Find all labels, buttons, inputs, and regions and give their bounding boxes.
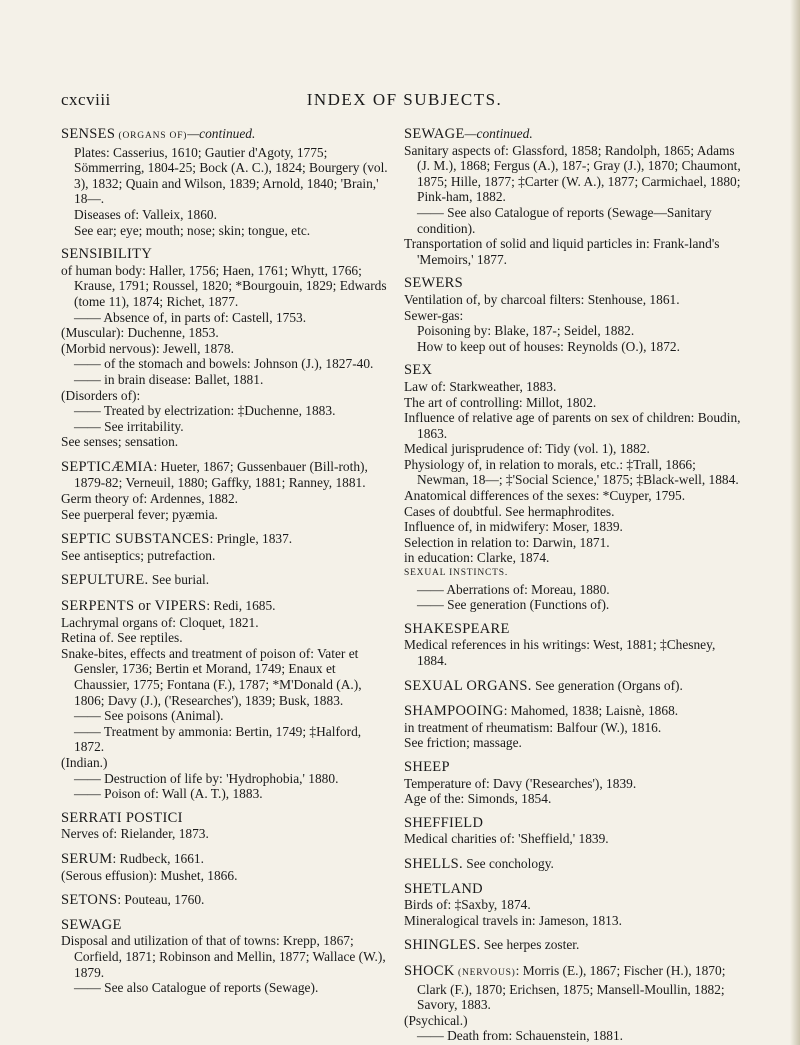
entry-septic-substances: SEPTIC SUBSTANCES: Pringle, 1837. [61,531,293,548]
entry-text: Influence of relative age of parents on sex of children: Boudin, 1863. [404,410,741,441]
entry-text: —— Aberrations of: Moreau, 1880. [417,581,610,597]
entry-text: Disposal and utilization of that of towns: Krepp, 1867; Corfield, 1871; Robinson and Mellin, 1877; Wallace (W.), 1879. [61,933,386,980]
cross-reference: See friction; massage. [404,735,522,751]
entry-text: —— Death from: Schauenstein, 1881. [417,1028,624,1044]
entry-text: Age of the: Simonds, 1854. [404,791,552,807]
entry-text: —— Treatment by ammonia: Bertin, 1749; ‡Halford, 1872. [74,723,362,755]
entry-text: Ventilation of, by charcoal filters: Stenhouse, 1861. [404,291,680,307]
entry-text: (Indian.) [61,754,108,770]
entry-setons: SETONS: Pouteau, 1760. [61,892,205,909]
entry-heading: SHETLAND [404,880,483,897]
entry-text: Nerves of: Rielander, 1873. [61,826,209,842]
entry-text: Retina of. See reptiles. [61,630,183,646]
entry-text: Temperature of: Davy ('Researches'), 1839. [404,775,637,791]
entry-text: Diseases of: Valleix, 1860. [74,206,217,222]
entry-text: Sewer-gas: [404,307,464,323]
left-column [61,126,389,996]
entry-heading: SERRATI POSTICI [61,809,183,826]
entry-sewage-continued: SEWAGE—continued. [404,126,533,142]
entry-text: Mineralogical travels in: Jameson, 1813. [404,912,622,928]
cross-reference: —— See generation (Functions of). [417,597,610,613]
entry-text: in treatment of rheumatism: Balfour (W.), 1816. [404,719,662,735]
cross-reference: —— See also Catalogue of reports (Sewage). [74,980,319,996]
entry-text: Snake-bites, effects and treatment of poison of: Vater et Gensler, 1736; Bertin et Morand, 1749; Enaux et Chaussier, 1775; Fontana (F.), 1787; *M'Donald (A.), 1806; Davy (J.), ('Researches'), 1839; Busk, 1883. [61,645,362,708]
entry-text: Selection in relation to: Darwin, 1871. [404,534,610,550]
entry-text: How to keep out of houses: Reynolds (O.), 1872. [417,338,680,354]
entry-text: —— Poison of: Wall (A. T.), 1883. [74,786,263,802]
entry-text: Anatomical differences of the sexes: *Cuyper, 1795. [404,488,686,504]
entry-text: The art of controlling: Millot, 1802. [404,394,597,410]
entry-shock: SHOCK (NERVOUS): Morris (E.), 1867; Fischer (H.), 1870; Clark (F.), 1870; Erichsen, 1875; Mansell-Moullin, 1882; Savory, 1883. [404,962,726,1013]
entry-text: Influence of, in midwifery: Moser, 1839. [404,519,623,535]
entry-text: —— in brain disease: Ballet, 1881. [74,371,264,387]
cross-reference: See antiseptics; putrefaction. [61,547,216,563]
entry-text: (Serous effusion): Mushet, 1866. [61,867,238,883]
cross-reference: See senses; sensation. [61,434,179,450]
entry-heading: SEWAGE [61,916,122,933]
entry-text: Law of: Starkweather, 1883. [404,378,557,394]
entry-text: Medical jurisprudence of: Tidy (vol. 1), 1882. [404,441,650,457]
entry-subheading: SEXUAL INSTINCTS. [404,568,509,579]
entry-text: Plates: Casserius, 1610; Gautier d'Agoty, 1775; Sömmerring, 1804-25; Bock (A. C.), 1824; Bourgery (vol. 3), 1832; Quain and Wilson, 1839; Arnold, 1840; 'Brain,' 18—. [74,144,388,207]
entry-text: Physiology of, in relation to morals, etc.: ‡Trall, 1866; Newman, 18—; ‡'Social Science,' 1875; ‡Black-well, 1884. [404,456,739,488]
entry-sexual-organs: SEXUAL ORGANS. See generation (Organs of). [404,677,683,694]
entry-text: of human body: Haller, 1756; Haen, 1761; Whytt, 1766; Krause, 1791; Roussel, 1820; *Bourgouin, 1829; Edwards (tome 11), 1874; Richet, 1877. [61,262,387,309]
entry-shingles: SHINGLES. See herpes zoster. [404,937,580,954]
entry-text: Poisoning by: Blake, 187-; Seidel, 1882. [417,323,635,339]
entry-heading: SHAKESPEARE [404,620,510,637]
entry-serum: SERUM: Rudbeck, 1661. [61,850,204,867]
entry-text: in education: Clarke, 1874. [404,550,550,566]
cross-reference: See puerperal fever; pyæmia. [61,506,218,522]
entry-heading: SEX [404,362,433,379]
page-header [61,90,748,112]
entry-text: —— of the stomach and bowels: Johnson (J.), 1827-40. [74,356,374,372]
entry-text: (Psychical.) [404,1012,468,1028]
entry-heading: SENSIBILITY [61,246,153,263]
entry-text: (Morbid nervous): Jewell, 1878. [61,340,234,356]
entry-heading: SHEEP [404,758,450,775]
entry-text: Medical references in his writings: West, 1881; ‡Chesney, 1884. [404,637,716,668]
entry-text: Sanitary aspects of: Glassford, 1858; Randolph, 1865; Adams (J. M.), 1868; Fergus (A.), 187-; Gray (J.), 1870; Chaumont, 1875; Hille, 1877; ‡Carter (W. A.), 1877; Carmichael, 1880; Pink-ham, 1882. [404,142,741,205]
entry-text: (Muscular): Duchenne, 1853. [61,325,219,341]
entry-text: (Disorders of): [61,387,141,403]
entry-senses-heading: SENSES (ORGANS OF)—continued. [61,126,256,142]
entry-shells: SHELLS. See conchology. [404,855,554,872]
right-column [404,126,748,1044]
entry-text: Medical charities of: 'Sheffield,' 1839. [404,831,609,847]
entry-text: —— Treated by electrization: ‡Duchenne, 1883. [74,403,336,419]
cross-reference: —— See irritability. [74,418,184,434]
entry-text: —— Destruction of life by: 'Hydrophobia,' 1880. [74,770,339,786]
entry-sepulture: SEPULTURE. See burial. [61,572,210,589]
page-number: cxcviii [61,90,111,109]
entry-text: Transportation of solid and liquid particles in: Frank-land's 'Memoirs,' 1877. [404,236,720,267]
entry-text: Lachrymal organs of: Cloquet, 1821. [61,614,259,630]
entry-text: —— Absence of, in parts of: Castell, 1753. [74,309,307,325]
entry-text: Birds of: ‡Saxby, 1874. [404,897,531,913]
entry-heading: SEWERS [404,275,463,292]
entry-septicaemia: SEPTICÆMIA: Hueter, 1867; Gussenbauer (Bill-roth), 1879-82; Verneuil, 1880; Gaffky, 1881; Ranney, 1881. [61,458,368,491]
cross-reference: —— See poisons (Animal). [74,708,224,724]
entry-shampooing: SHAMPOOING: Mahomed, 1838; Laisnè, 1868. [404,703,679,720]
running-title: INDEX OF SUBJECTS. [306,90,503,109]
cross-reference: —— See also Catalogue of reports (Sewage—Sanitary condition). [417,204,712,236]
entry-serpents: SERPENTS or VIPERS: Redi, 1685. [61,598,276,615]
entry-text: Germ theory of: Ardennes, 1882. [61,491,239,507]
page-edge [790,0,800,1045]
entry-text: Cases of doubtful. See hermaphrodites. [404,503,615,519]
cross-reference: See ear; eye; mouth; nose; skin; tongue, etc. [74,222,311,238]
entry-heading: SHEFFIELD [404,814,484,831]
